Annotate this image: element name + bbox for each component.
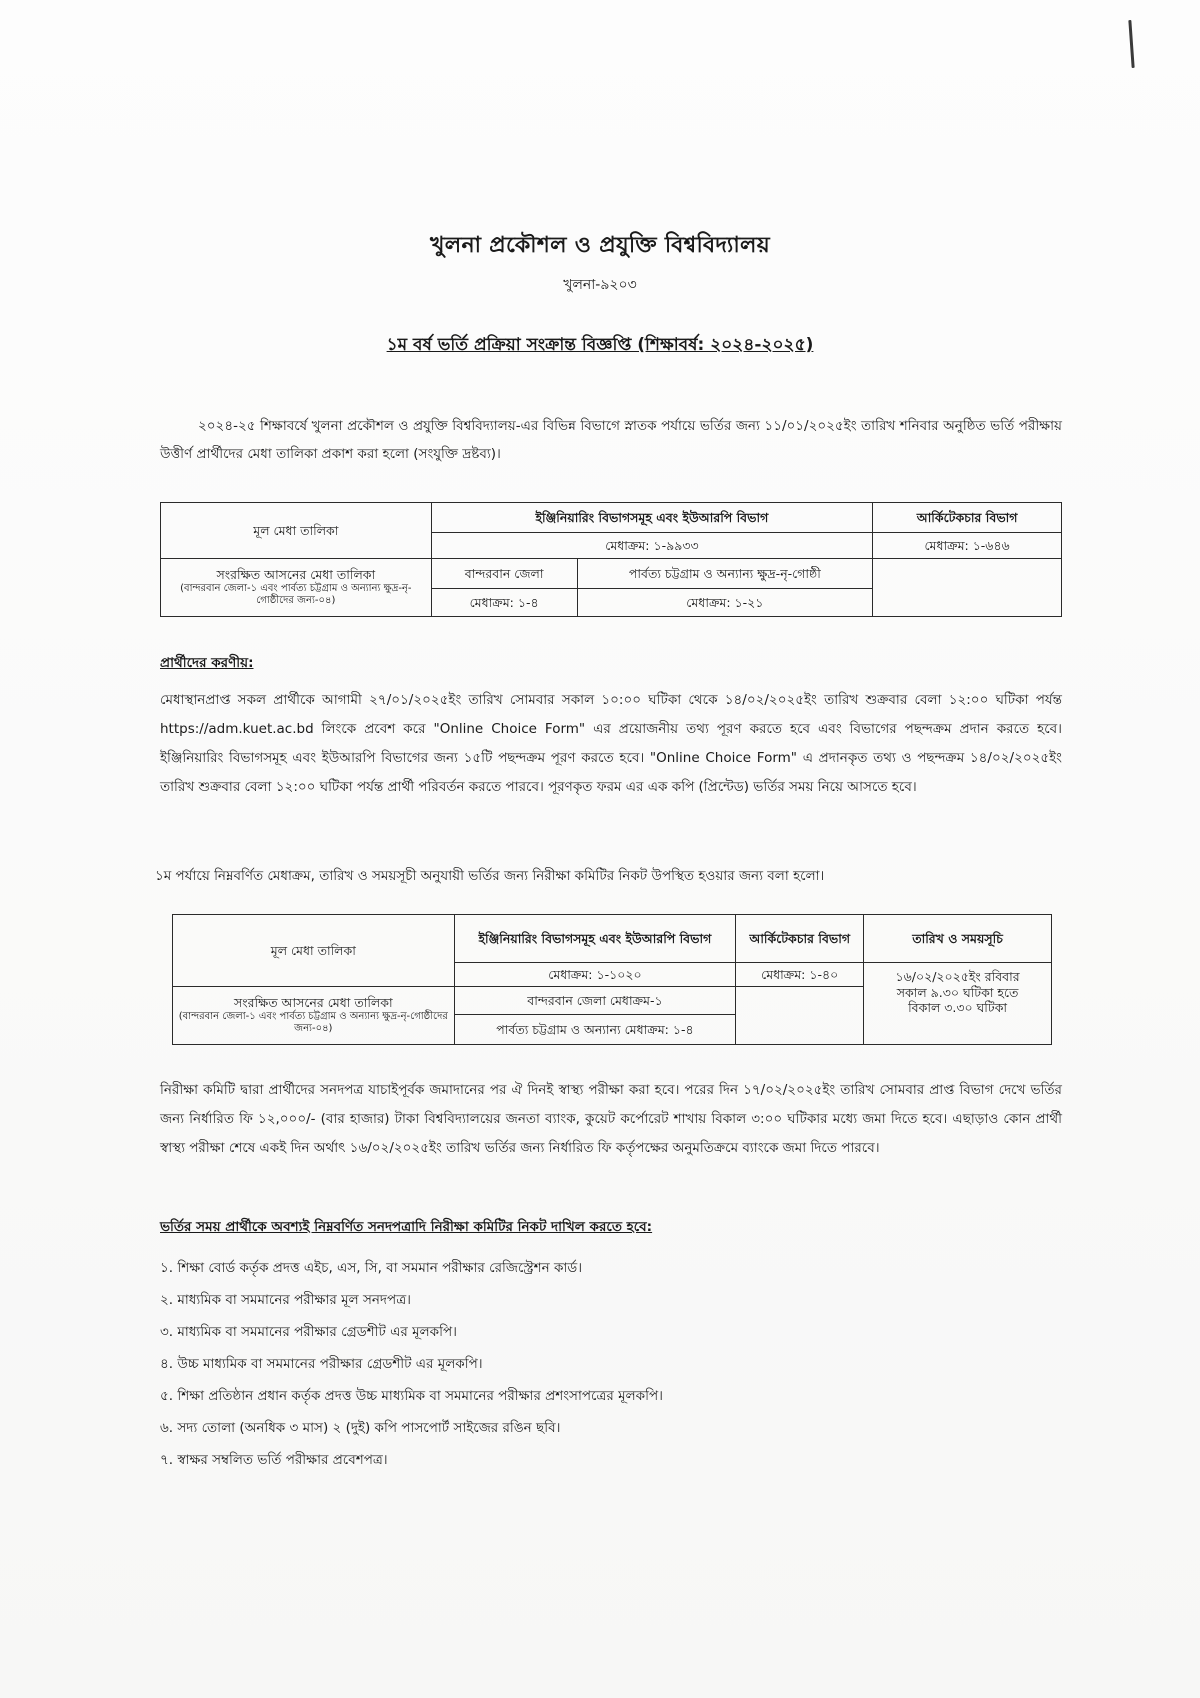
bandarban-cell: বান্দরবান জেলা xyxy=(431,559,577,589)
main-merit-header: মূল মেধা তালিকা xyxy=(161,503,432,559)
main-merit-header: মূল মেধা তালিকা xyxy=(173,915,455,987)
reserved-note: (বান্দরবান জেলা-১ এবং পার্বত্য চট্টগ্রাম ও অন্যান্য ক্ষুদ্র-নৃ-গোষ্ঠীদের জন্য-০৪) xyxy=(178,1010,448,1035)
schedule-cell xyxy=(864,963,1052,1045)
empty-cell xyxy=(736,987,864,1045)
university-name: খুলনা প্রকৌশল ও প্রযুক্তি বিশ্ববিদ্যালয় xyxy=(430,233,770,258)
hill-tracts-cell: পার্বত্য চট্টগ্রাম ও অন্যান্য ক্ষুদ্র-নৃ-গোষ্ঠী xyxy=(577,559,873,589)
university-address: খুলনা-৯২০৩ xyxy=(563,277,637,293)
scan-artifact xyxy=(1128,20,1134,68)
candidate-duties-text: মেধাস্থানপ্রাপ্ত সকল প্রার্থীকে আগামী ২৭/০১/২০২৫ইং তারিখ সোমবার সকাল ১০:০০ ঘটিকা থেকে ১৪/০২/২০২৫ইং তারিখ শুক্রবার বেলা ১২:০০ ঘটিকা পর্যন্ত https://adm.kuet.ac.bd লিংকে প্রবেশ করে "Online Choice Form" এর প্রয়োজনীয় তথ্য পূরণ করতে হবে এবং বিভাগের পছন্দক্রম প্রদান করতে হবে। ইঞ্জিনিয়ারিং বিভাগসমূহ এবং ইউআরপি বিভাগের জন্য ১৫টি পছন্দক্রম পূরণ করতে হবে। "Online Choice Form" এ প্রদানকৃত তথ্য ও পছন্দক্রম ১৪/০২/২০২৫ইং তারিখ শুক্রবার বেলা ১২:০০ ঘটিকা পর্যন্ত প্রার্থী পরিবর্তন করতে পারবে। পূরণকৃত ফরম এর এক কপি (প্রিন্টেড) ভর্তির সময় নিয়ে আসতে হবে। xyxy=(160,692,1062,795)
architecture-header: আর্কিটেকচার বিভাগ xyxy=(736,915,864,963)
list-item: ৭. স্বাক্ষর সম্বলিত ভর্তি পরীক্ষার প্রবেশপত্র। xyxy=(160,1452,388,1468)
bandarban-merit: মেধাক্রম: ১-৪ xyxy=(431,589,577,617)
reserved-title: সংরক্ষিত আসনের মেধা তালিকা xyxy=(216,567,376,583)
table-row xyxy=(161,559,1062,589)
intro-paragraph: ২০২৪-২৫ শিক্ষাবর্ষে খুলনা প্রকৌশল ও প্রযুক্তি বিশ্ববিদ্যালয়-এর বিভিন্ন বিভাগে স্নাতক পর্যায়ে ভর্তির জন্য ১১/০১/২০২৫ইং তারিখ শনিবার অনুষ্ঠিত ভর্তি পরীক্ষায় উত্তীর্ণ প্রার্থীদের মেধা তালিকা প্রকাশ করা হলো (সংযুক্তি দ্রষ্টব্য)। xyxy=(160,418,1062,462)
reserved-note: (বান্দরবান জেলা-১ এবং পার্বত্য চট্টগ্রাম ও অন্যান্য ক্ষুদ্র-নৃ-গোষ্ঠীদের জন্য-০৪) xyxy=(180,582,412,607)
table-row xyxy=(173,915,1052,963)
reserved-title: সংরক্ষিত আসনের মেধা তালিকা xyxy=(233,995,393,1011)
list-item: ৪. উচ্চ মাধ্যমিক বা সমমানের পরীক্ষার গ্রেডশীট এর মূলকপি। xyxy=(160,1356,483,1372)
candidate-duties-heading: প্রার্থীদের করণীয়: xyxy=(160,655,254,671)
merit-list-table xyxy=(160,502,1062,617)
architecture-merit: মেধাক্রম: ১-৬৪৬ xyxy=(873,533,1062,559)
architecture-header: আর্কিটেকচার বিভাগ xyxy=(873,503,1062,533)
letterhead xyxy=(0,228,1200,297)
list-item: ৩. মাধ্যমিক বা সমমানের পরীক্ষার গ্রেডশীট এর মূলকপি। xyxy=(160,1324,457,1340)
table-row xyxy=(161,503,1062,533)
notice-title xyxy=(0,332,1200,360)
empty-cell xyxy=(873,559,1062,617)
list-item: ৬. সদ্য তোলা (অনধিক ৩ মাস) ২ (দুই) কপি পাসপোর্ট সাইজের রঙিন ছবি। xyxy=(160,1420,561,1436)
hill-tracts-merit: মেধাক্রম: ১-২১ xyxy=(577,589,873,617)
admission-schedule-table xyxy=(172,914,1052,1045)
engineering-merit: মেধাক্রম: ১-৯৯৩৩ xyxy=(431,533,872,559)
engineering-header: ইঞ্জিনিয়ারিং বিভাগসমূহ এবং ইউআরপি বিভাগ xyxy=(454,915,736,963)
architecture-merit: মেধাক্রম: ১-৪০ xyxy=(736,963,864,987)
documents-heading: ভর্তির সময় প্রার্থীকে অবশ্যই নিম্নবর্ণিত সনদপত্রাদি নিরীক্ষা কমিটির নিকট দাখিল করতে হবে: xyxy=(160,1219,653,1235)
reserved-merit-cell xyxy=(173,987,455,1045)
list-item: ৫. শিক্ষা প্রতিষ্ঠান প্রধান কর্তৃক প্রদত্ত উচ্চ মাধ্যমিক বা সমমানের পরীক্ষার প্রশংসাপত্রের মূলকপি। xyxy=(160,1388,663,1404)
documents-list xyxy=(160,1252,1060,1476)
notice-title-text: ১ম বর্ষ ভর্তি প্রক্রিয়া সংক্রান্ত বিজ্ঞপ্তি (শিক্ষাবর্ষ: ২০২৪-২০২৫) xyxy=(386,335,814,355)
schedule-start: সকাল ৯.৩০ ঘটিকা হতে xyxy=(896,984,1019,1000)
engineering-header: ইঞ্জিনিয়ারিং বিভাগসমূহ এবং ইউআরপি বিভাগ xyxy=(431,503,872,533)
schedule-date: ১৬/০২/২০২৫ইং রবিবার xyxy=(895,969,1020,984)
verification-paragraph: নিরীক্ষা কমিটি দ্বারা প্রার্থীদের সনদপত্র যাচাইপূর্বক জমাদানের পর ঐ দিনই স্বাস্থ্য পরীক্ষা করা হবে। পরের দিন ১৭/০২/২০২৫ইং তারিখ সোমবার প্রাপ্ত বিভাগ দেখে ভর্তির জন্য নির্ধারিত ফি ১২,০০০/- (বার হাজার) টাকা বিশ্ববিদ্যালয়ের জনতা ব্যাংক, কুয়েট কর্পোরেট শাখায় বিকাল ৩:০০ ঘটিকার মধ্যে জমা দিতে হবে। এছাড়াও কোন প্রার্থী স্বাস্থ্য পরীক্ষা শেষে একই দিন অর্থাৎ ১৬/০২/২০২৫ইং তারিখ ভর্তির জন্য নির্ধারিত ফি কর্তৃপক্ষের অনুমতিক্রমে ব্যাংকে জমা দিতে পারবে। xyxy=(160,1082,1062,1156)
list-item: ১. শিক্ষা বোর্ড কর্তৃক প্রদত্ত এইচ, এস, সি, বা সমমান পরীক্ষার রেজিস্ট্রেশন কার্ড। xyxy=(160,1260,583,1276)
phase-intro: ১ম পর্যায়ে নিম্নবর্ণিত মেধাক্রম, তারিখ ও সময়সূচী অনুযায়ী ভর্তির জন্য নিরীক্ষা কমিটির নিকট উপস্থিত হওয়ার জন্য বলা হলো। xyxy=(155,868,825,884)
list-item: ২. মাধ্যমিক বা সমমানের পরীক্ষার মূল সনদপত্র। xyxy=(160,1292,411,1308)
engineering-merit: মেধাক্রম: ১-১০২০ xyxy=(454,963,736,987)
schedule-end: বিকাল ৩.৩০ ঘটিকা xyxy=(908,1000,1008,1016)
reserved-merit-cell xyxy=(161,559,432,617)
schedule-header: তারিখ ও সময়সূচি xyxy=(864,915,1052,963)
hill-tracts-cell: পার্বত্য চট্টগ্রাম ও অন্যান্য মেধাক্রম: ১-৪ xyxy=(454,1015,736,1045)
bandarban-cell: বান্দরবান জেলা মেধাক্রম-১ xyxy=(454,987,736,1015)
